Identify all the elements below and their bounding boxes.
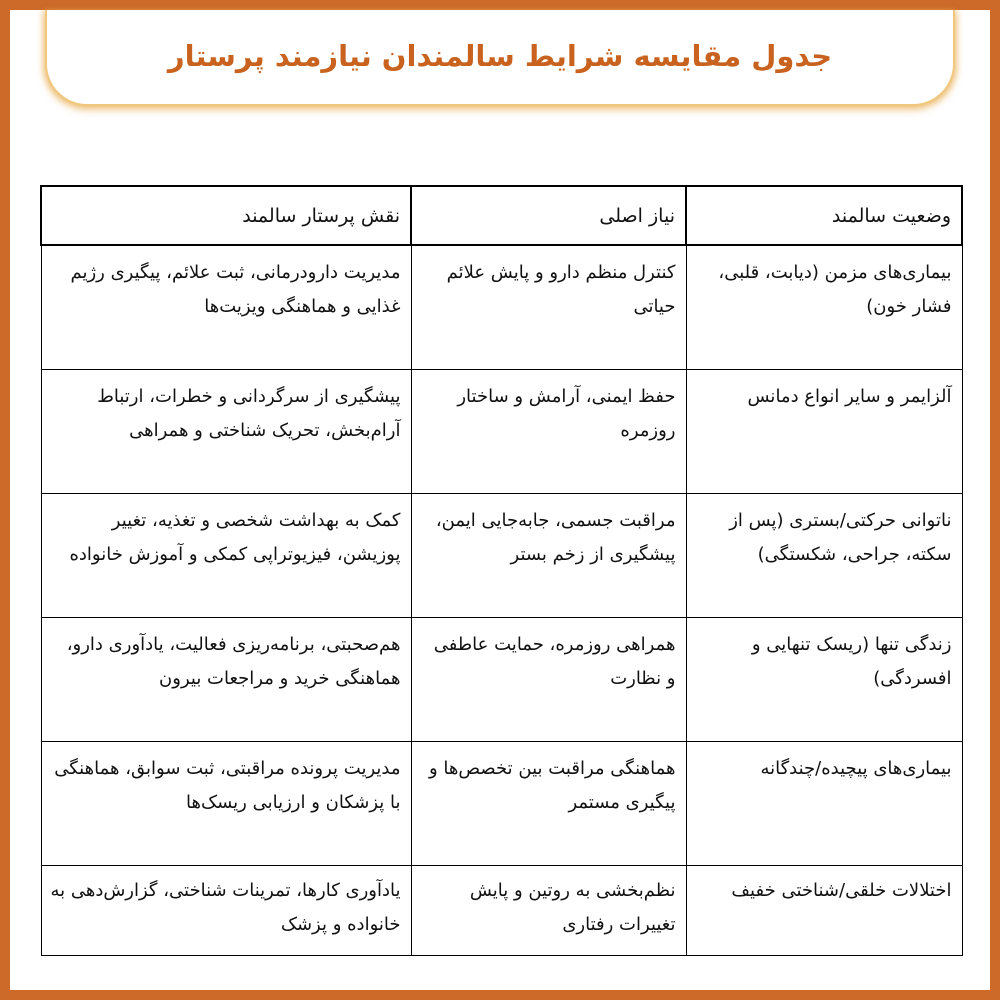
cell-role: هم‌صحبتی، برنامه‌ریزی فعالیت، یادآوری دارو، هماهنگی خرید و مراجعات بیرون [41,617,411,741]
header-role: نقش پرستار سالمند [41,186,411,245]
cell-need: هماهنگی مراقبت بین تخصص‌ها و پیگیری مستمر [411,741,686,865]
cell-role: پیشگیری از سرگردانی و خطرات، ارتباط آرام‌بخش، تحریک شناختی و همراهی [41,369,411,493]
cell-role: کمک به بهداشت شخصی و تغذیه، تغییر پوزیشن، فیزیوتراپی کمکی و آموزش خانواده [41,493,411,617]
cell-role: مدیریت دارودرمانی، ثبت علائم، پیگیری رژیم غذایی و هماهنگی ویزیت‌ها [41,245,411,369]
cell-condition: بیماری‌های مزمن (دیابت، قلبی، فشار خون) [686,245,962,369]
table-row [41,245,962,369]
cell-need: مراقبت جسمی، جابه‌جایی ایمن، پیشگیری از زخم بستر [411,493,686,617]
table-row [41,865,962,955]
cell-condition: زندگی تنها (ریسک تنهایی و افسردگی) [686,617,962,741]
cell-need: کنترل منظم دارو و پایش علائم حیاتی [411,245,686,369]
title-banner [45,10,955,106]
cell-need: نظم‌بخشی به روتین و پایش تغییرات رفتاری [411,865,686,955]
table-row [41,741,962,865]
cell-condition: بیماری‌های پیچیده/چندگانه [686,741,962,865]
cell-need: حفظ ایمنی، آرامش و ساختار روزمره [411,369,686,493]
table-row [41,369,962,493]
cell-need: همراهی روزمره، حمایت عاطفی و نظارت [411,617,686,741]
header-condition: وضعیت سالمند [686,186,962,245]
table-row [41,617,962,741]
cell-condition: ناتوانی حرکتی/بستری (پس از سکته، جراحی، شکستگی) [686,493,962,617]
cell-role: مدیریت پرونده مراقبتی، ثبت سوابق، هماهنگی با پزشکان و ارزیابی ریسک‌ها [41,741,411,865]
header-need: نیاز اصلی [411,186,686,245]
cell-condition: آلزایمر و سایر انواع دمانس [686,369,962,493]
cell-condition: اختلالات خلقی/شناختی خفیف [686,865,962,955]
comparison-table [40,185,963,956]
page-title: جدول مقایسه شرایط سالمندان نیازمند پرستار [167,39,833,73]
cell-role: یادآوری کارها، تمرینات شناختی، گزارش‌دهی به خانواده و پزشک [41,865,411,955]
table-header-row [41,186,962,245]
table-row [41,493,962,617]
